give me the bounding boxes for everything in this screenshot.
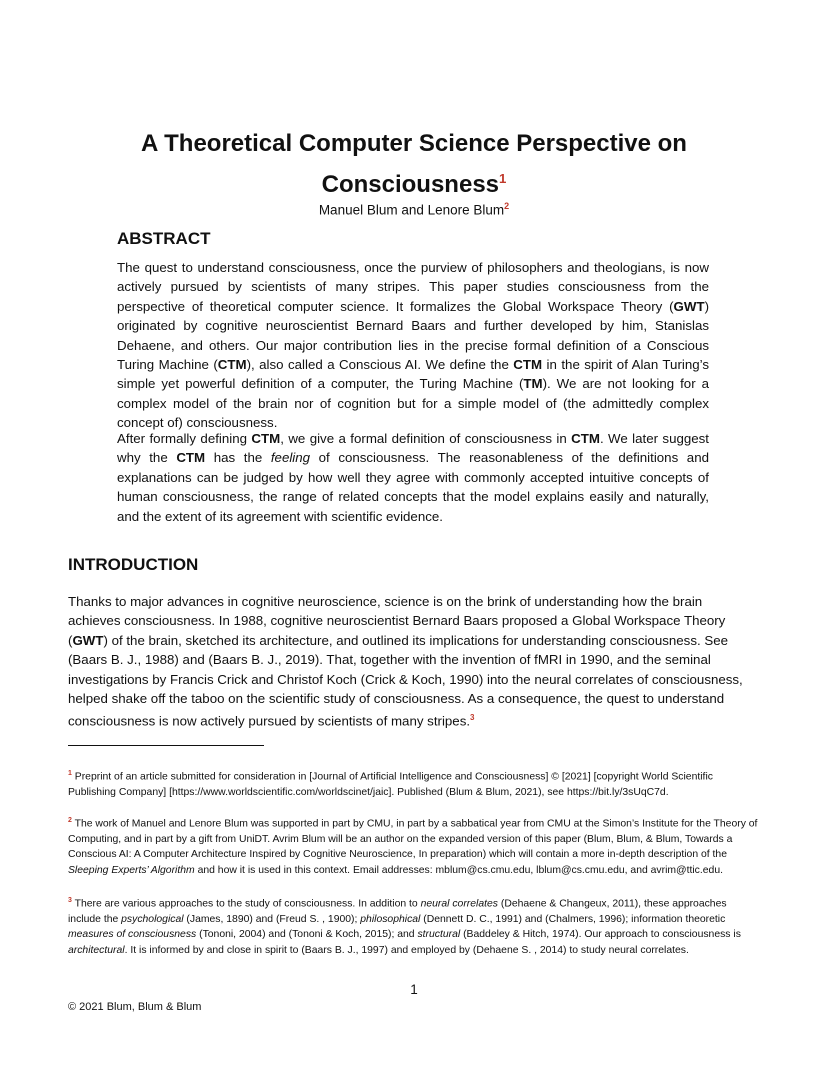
italic-term: neural correlates (420, 898, 498, 910)
bold-term: TM (523, 376, 543, 392)
footnote-number[interactable]: 2 (68, 817, 72, 824)
footnote-3 (68, 893, 758, 958)
footnote-reference[interactable]: 3 (470, 713, 475, 723)
introduction-heading: INTRODUCTION (68, 555, 199, 574)
text-run: Thanks to major advances in cognitive neuroscience, science is on the brink of understanding how the brain achieves consciousness. In 1988, cognitive neuroscientist Bernard Baars proposed a Global Workspace Theory ( (68, 594, 726, 648)
text-run: ) of the brain, sketched its architecture, and outlined its implications for understanding consciousness. See (Baars B. J., 1988) and (Baars B. J., 2019). That, together with the invention of fMRI in 1990, and the seminal investigations by Francis Crick and Christof Koch (Crick & Koch, 1990) into the neural correlates of consciousness, helped shake off the taboo on the scientific study of consciousness. As a consequence, the quest to understand consciousness is now actively pursued by scientists of many stripes. (68, 632, 743, 729)
text-run: The quest to understand consciousness, once the purview of philosophers and theologians, is now actively pursued by scientists of many stripes. This paper studies consciousness from the perspective of theoretical computer science. It formalizes the Global Workspace Theory ( (117, 260, 709, 314)
text-run: (Tononi, 2004) and (Tononi & Koch, 2015); and (196, 929, 418, 941)
text-run: (Baddeley & Hitch, 1974). Our approach to consciousness is (460, 929, 741, 941)
copyright-notice: © 2021 Blum, Blum & Blum (68, 1001, 202, 1013)
footnote-number[interactable]: 3 (68, 897, 72, 904)
text-run: in the spirit of Alan Turing’s simple yet powerful definition of a computer, the Turing Machine ( (117, 357, 709, 392)
italic-term: philosophical (360, 913, 421, 925)
text-run: After formally defining (117, 431, 252, 446)
authors-text: Manuel Blum and Lenore Blum (318, 202, 505, 218)
bold-term: GWT (72, 632, 104, 648)
text-run: has the (205, 450, 271, 466)
text-run: Preprint of an article submitted for consideration in [Journal of Artificial Intelligence and Consciousness] © [2021] [copyright World Scientific Publishing Company] [https://www.worldscientific.com/worldscinet/jaic]. Published (Blum & Blum, 2021), see https://bit.ly/3sUqC7d. (68, 771, 713, 798)
footnote-number[interactable]: 1 (68, 770, 72, 777)
text-run: (James, 1890) and (Freud S. , 1900); (183, 913, 361, 925)
title-footnote-mark[interactable]: 1 (499, 171, 507, 186)
text-run: . We later suggest why the (117, 431, 709, 466)
italic-term: Sleeping Experts’ Algorithm (68, 864, 195, 876)
text-run: ) originated by cognitive neuroscientist Bernard Baars and further developed by him, Stanislas Dehaene, and others. Our major contribution lies in the precise formal definition of a Conscious Turing Machine ( (117, 298, 709, 373)
text-run: and how it is used in this context. Email addresses: mblum@cs.cmu.edu, lblum@cs.cmu.edu, and avrim@ttic.edu. (194, 864, 723, 876)
abstract-paragraph-1 (117, 258, 709, 433)
text-run: , we give a formal definition of consciousness in (280, 431, 572, 446)
italic-term: feeling (270, 450, 311, 466)
abstract-paragraph-2 (117, 429, 709, 526)
text-run: ), also called a Conscious AI. We define the (246, 357, 514, 373)
text-run: ). We are not looking for a complex model of the brain nor of cognition but for a simple model of (the admittedly complex concept of) consciousness. (117, 376, 709, 431)
text-run: (Dehaene & Changeux, 2011), these approaches include the (68, 898, 727, 925)
author-line (100, 201, 728, 218)
italic-term: measures of consciousness (68, 929, 197, 941)
authors-footnote-mark[interactable]: 2 (504, 201, 510, 211)
paper-title (100, 126, 728, 202)
page-number: 1 (410, 982, 418, 997)
italic-term: architectural (68, 944, 125, 956)
bold-term: CTM (571, 431, 600, 446)
title-line-2: Consciousness (321, 171, 500, 198)
bold-term: CTM (217, 357, 247, 373)
introduction-paragraph-1 (68, 592, 758, 731)
bold-term: CTM (176, 450, 206, 466)
italic-term: structural (417, 929, 461, 941)
text-run: The work of Manuel and Lenore Blum was supported in part by CMU, in part by a sabbatical year from CMU at the Simon’s Institute for the Theory of Computing, and in part by a gift from UniDT. Avrim Blum will be an author on the expanded version of this paper (Blum, Blum, & Blum, Towards a Conscious AI: A Computer Architecture Inspired by Cognitive Neuroscience, In preparation) which will contain a more in-depth description of the (68, 818, 758, 861)
italic-term: psychological (121, 913, 184, 925)
footnote-2 (68, 813, 758, 878)
text-run: (Dennett D. C., 1991) and (Chalmers, 1996); information theoretic (420, 913, 726, 925)
bold-term: CTM (251, 431, 281, 446)
footnote-divider (68, 745, 264, 746)
text-run: There are various approaches to the study of consciousness. In addition to (71, 898, 421, 910)
bold-term: CTM (513, 357, 543, 373)
text-run: . It is informed by and close in spirit to (Baars B. J., 1997) and employed by (Dehaene S. , 2014) to study neural correlates. (124, 944, 689, 956)
text-run: of consciousness. The reasonableness of the definitions and explanations can be judged by how well they agree with commonly accepted intuitive concepts of human consciousness, the range of related concepts that the model explains easily and naturally, and the extent of its agreement with scientific evidence. (117, 450, 709, 524)
abstract-heading: ABSTRACT (117, 229, 211, 248)
title-line-1: A Theoretical Computer Science Perspective on (141, 130, 687, 157)
footnote-1 (68, 766, 758, 800)
bold-term: GWT (673, 298, 705, 314)
